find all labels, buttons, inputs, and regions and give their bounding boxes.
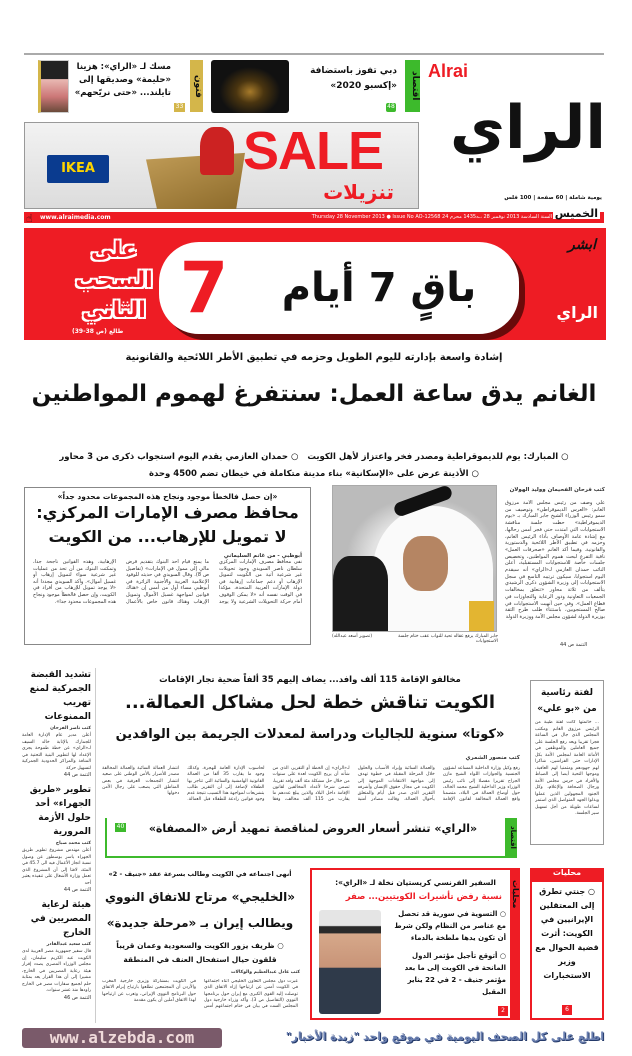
ikea-logo: IKEA xyxy=(47,155,109,183)
promo-main-text: باقٍ 7 أيام xyxy=(281,265,477,311)
left-story-byline: كتب ناصر الفرحان xyxy=(50,726,91,731)
uae-body: نفى محافظ مصرف الإمارات المركزي سلطان ناصر السويدي وجود تحويلات غير شرعية آتية من الكويت لتمويل الإرهاب أو دعم جماعات إرهابية في دولة الإمارات العربية المتحدة، مؤكدا في الوقت نفسه أنه «لا يمكن الوقوف أمام حركة التحويلات الشرعية ولا يوجد ما يمنع قيام أحد البنوك بتقديم قرض مالي إلى ممول في الإمارات» (تفاصيل ص 8). وقال السويدي في حديثه للوفود الإعلامية العربية والأجنبية الزائرة في أبوظبي مساء أول من أمس إن «هناك قوانين لمواجهة غسيل الأموال وتمويل الإرهاب وهناك قانون خاص بالأعمال الإرهابية، وهذه القوانين ناجحة جدا، وتمكنت البنوك من أن تحد من عمليات غير شرعية سواء لتمويل إرهاب أو غسيل أموال». وأكد السويدي مجددا أنه «لا يوجد تمويل للإرهاب من أفراد في الكويت، وإن حصل فالخطأ موجود ونجاح هذه المجموعات محدود جدا». xyxy=(33,559,302,605)
left-story[interactable] xyxy=(22,898,91,1001)
labor-byline: كتب منصور الشمري xyxy=(465,755,520,761)
teaser-page-badge: 48 xyxy=(387,103,395,110)
lead-kicker: إشادة واسعة بإدارته لليوم الطويل وحزمه في تطبيق الأطر اللائحية والقانونية xyxy=(125,352,503,363)
top-rule xyxy=(24,53,604,55)
left-story-headline: تطوير «طريق الجهراء» أحد حلول الأزمة المرورية xyxy=(29,785,91,837)
lead-bullet-row xyxy=(24,452,604,462)
left-story-ref: التتمة ص 44 xyxy=(63,772,91,778)
interview-point: ○ أتوقع تأجيل مؤتمر الدول المانحة في الكويت إلى ما بعد مؤتمر جنيف - 2 في 22 يناير المقبل xyxy=(404,952,506,996)
bullet-text: ظريف يزور الكويت والسعودية وعمان قريباً xyxy=(116,941,275,950)
teaser-photo-woman xyxy=(38,60,69,113)
gcc-bullet[interactable]: ○ ظريف يزور الكويت والسعودية وعمان قريباً xyxy=(116,941,284,950)
issue-dateline: Thursday 28 November 2013 ● Issue No AO-12568 السنة السادسة 2013 نوفمبر 28 ،ـه1435 محرم 24 xyxy=(311,214,552,220)
gcc-byline: كتب عادل عبدالعظيم والوكالات xyxy=(231,970,300,975)
ad-girl xyxy=(200,127,234,175)
left-story[interactable] xyxy=(22,783,91,893)
local-news-box[interactable] xyxy=(530,868,604,1020)
promo-days-left xyxy=(244,242,514,334)
teaser-dubai-expo[interactable]: دبي تفوز باستضافة «إكسبو 2020» xyxy=(310,66,397,91)
promo-alrai-logo: الراي xyxy=(556,303,598,322)
day-label: الخميس xyxy=(554,207,598,220)
left-column xyxy=(22,668,96,1023)
logo-latin: Alrai xyxy=(428,61,469,81)
economy-page-badge: 40 xyxy=(116,823,125,830)
left-story-byline: كتب سعيد عبدالقادر xyxy=(46,942,91,947)
logo-arabic: الراي xyxy=(450,93,606,163)
teaser-arts-story[interactable]: مسك لـ «الراي»: هزينا «حليمة» وصديقها إلى تايلند... «حتى نريّحهم» xyxy=(74,62,171,98)
box-body: ... خاتمتها كانت لفتة طيبة من الرئيس مرزوق الغانم ومكتب المجلس الذي جال في الساعة فجرا تقريبا وبعد رفع الجلسة على جميع العاملين والموظفين في الأمانة العامة لمجلس الأمة بكل الإدارات حتى الفراشين، شاكرا لهم جهودهم ومتمنيا لهم العافية، وموجها التحية أيضا إلى الضباط والأفراد في حرس مجلس الأمة ورجال الصحافة والإعلام، وكل الجنود المجهولين الذين عملوا وبذلوا الجهد المتواصل الذي استمر لساعات طويلة من أجل تسهيل سير الجلسة. xyxy=(535,720,599,816)
local-section-label: محليات xyxy=(552,868,582,877)
left-story-body: أعلن مهندس مشروع تطوير طريق الجهراء ياسر بوسطور عن وصول نسبة انجاز الأعمال فيه الى 45.7 في المئة، لافتا إلى أن المشروع الذي تعمل وزارة الأشغال على تنفيذه يعتبر أحد xyxy=(22,848,91,886)
promo-banner[interactable] xyxy=(24,228,606,340)
local-page-badge: 6 xyxy=(562,1005,572,1015)
uae-kicker: «إن حصل فالخطأ موجود ونجاح هذه المجموعات محدود جداً» xyxy=(57,492,278,501)
lead-photo-mubarak[interactable] xyxy=(332,485,497,632)
gcc-kicker: أنهى اجتماعه في الكويت وطالب بسرعة عقد «جنيف - 2» xyxy=(108,870,292,878)
local-headline: ○ جنتي تطرق إلى المعتقلين الإيرانيين في الكويت: أثرت قضية الحوال مع وزير الاستخبارات xyxy=(535,887,599,980)
lead-byline: كتب فرحان الفحيمان ووليد الهولان xyxy=(509,487,605,493)
ikea-sale-ad[interactable] xyxy=(24,122,419,209)
uae-headline-2: لا تمويل للإرهاب... من الكويت xyxy=(48,527,287,546)
left-story-ref: التتمة ص 46 xyxy=(63,994,91,1001)
gcc-headline-1[interactable]: «الخليجي» مرتاح للاتفاق النووي xyxy=(105,890,295,904)
promo-brand-logo: ابشر xyxy=(568,237,596,253)
headline-text: جنتي تطرق إلى المعتقلين الإيرانيين في الكويت: أثرت قضية الحوال مع وزير الاستخبارات xyxy=(535,887,599,980)
photo-caption: جابر المبارك يرفع عقاله تحية للنواب عقب ختام جلسة الاستجوابات xyxy=(398,634,498,644)
box-headline: لفتة رئاسية من «بو علي» xyxy=(537,688,597,714)
left-story-headline: تشديد القبضة الجمركية لمنع تهريب الممنوعات xyxy=(29,670,91,722)
left-story-body: أعلن مدير عام الإدارة العامة للجمارك بالإنابة خالد السيف لـ«الراي» عن خطة طموحة يجري الإعداد لها لتطوير البنية التحتية في المنافذ والمراكز الحدودية الجمركية لتسهيل حركة xyxy=(22,733,91,771)
presidential-gesture-box[interactable] xyxy=(530,680,604,845)
lead-bullet[interactable]: ○ المبارك: يوم للديموقراطية ومصدر فخر واعتزاز لأهل الكويت xyxy=(307,452,569,462)
gcc-body: عبرت دول مجلس التعاون الخليجي أثناء اجتماعها في الكويت أمس عن ارتياحها إزاء الاتفاق الذي توصلت إليه القوى الكبرى مع إيران حول برنامجها النووي (التفاصيل ص 3). وأكد وزراء خارجية دول المجلس الست في بيان في ختام اجتماعهم أمس في الكويت بمشاركة وزيري خارجية المغرب والأردن أن المجتمعين تطلعوا بارتياح إبرام الاتفاق حول البرنامج النووي الإيراني، وتعرب عن ارتياحها لهذا الاتفاق آملين أن يكون مقدمة xyxy=(102,979,298,1010)
left-story-headline: هيئة لرعاية المصريين في الخارج xyxy=(30,900,91,938)
lead-continued-ref[interactable]: التتمة ص 44 xyxy=(560,642,588,648)
interview-section-tab: محليات xyxy=(511,880,520,909)
gcc-bullet[interactable]: قلقون حيال استفحال العنف في المنطقة xyxy=(123,955,277,964)
interview-box[interactable] xyxy=(310,868,520,1020)
point-text: أتوقع تأجيل مؤتمر الدول المانحة في الكويت إلى ما بعد مؤتمر جنيف - 2 في 22 يناير المقبل xyxy=(404,952,506,996)
masthead-tagline: يومية شاملة | 60 صفحة | 100 فلس xyxy=(504,195,602,201)
interview-kicker: السفير الفرنسي كريستيان نخلة لـ «الراي»: xyxy=(335,878,496,887)
promo-number: 7 xyxy=(179,247,229,329)
cursor-hand-icon: ☝ xyxy=(26,212,33,225)
promo-second-draw: على السحب الثاني xyxy=(75,238,153,323)
teaser-image-tree[interactable] xyxy=(211,60,289,113)
labor-kicker: مخالفو الإقامة 115 ألف وافد... يضاف إليهم 35 ألفاً ضحية تجار الإقامات xyxy=(159,675,461,685)
interview-point: ○ التسوية في سورية قد تحصل مع عناصر من النظام ولكن شرط أن تكون يدها ملطخة بالدماء xyxy=(394,910,506,942)
uae-story-box[interactable] xyxy=(24,487,311,645)
footer-site-link[interactable]: www.alzebda.com xyxy=(22,1028,222,1048)
lead-body: على وصف من رئيس مجلس الأمة مرزوق الغانم: «العرس الديموقراطي» وتوصيف من سمو رئيس الوزراء الشيخ جابر المبارك بـ «يوم الديموقراطية» حطت جلسة مناقشة الاستجوابات التي امتدت حتى فجر أمس رحالها، مع إشادة عامة الأوصاف بأداء الرئيس الغانم، وحزمه في تطبيق الأطر اللائحية والدستورية والقانونية. وفيما أكد الغانم «صحرفات العمل» نافية التفرغ لبحث هموم المواطنين، وتخصيص جلسات خاصة للاستجوابات المستقبلية، أعلن النائب حمدان العازمي لـ«الراي» أنه سيقدم اليوم استجوابا، سيكون ترتيبه التاسع في سجل الاستجوابات إلى وزيرة الشؤون ذكرى الرشيدي يتألف من ثلاثة محاور «تتعلق بمخالفات الجمعيات التعاونية ودور الرعاية والتجاوزات في قطاع العمل». وفي حين أنهيت الاستجوابات في صالح المستجوبين، باستثناء طلب طرح الثقة بوزيرة الدولة لشؤون مجلس الأمة ووزيرة الدولة xyxy=(505,500,605,620)
lead-bullet[interactable]: ○ حمدان العازمي يقدم اليوم استجواب ذكرى من 3 محاور xyxy=(59,452,299,462)
ad-sale-text: SALE xyxy=(243,121,384,181)
bullet-text: المبارك: يوم للديموقراطية ومصدر فخر واعتزاز لأهل الكويت xyxy=(307,452,559,462)
dateline-bar xyxy=(24,207,604,223)
economy-box[interactable] xyxy=(105,818,517,858)
website-link[interactable]: www.alraimedia.com xyxy=(40,214,111,221)
teaser-section-tab-economy[interactable]: اقتصاد xyxy=(405,60,420,112)
photo-credit: (تصوير أسعد عبدالله) xyxy=(332,634,373,639)
promo-page-ref[interactable]: طالع (ص 38-39) xyxy=(72,328,124,335)
labor-headline-2[interactable]: «كوتا» سنوية للجاليات ودراسة لمعدلات الجريمة بين الوافدين xyxy=(115,727,505,742)
interview-headline: نسبة رفض تأشيرات الكويتيين... صفر xyxy=(345,892,502,902)
gcc-headline-2[interactable]: ويطالب إيران بـ «مرحلة جديدة» xyxy=(106,916,294,930)
teaser-section-tab-arts[interactable]: فنون xyxy=(190,60,203,112)
left-story-body: قال سفير جمهورية مصر العربية لدى الكويت عبد الكريم سليمان، إن مجلس الوزراء المصري يصدد إقرار هيئة رعاية المصريين في الخارج، مشيرا إلى أن هذا القرار يعد بمثابة حلم لجميع سفارات مصر في الخارج راودها منذ عشر سنوات. xyxy=(22,949,91,993)
left-story-byline: كتب محمد صباح xyxy=(55,841,91,846)
uae-headline-1: محافظ مصرف الإمارات المركزي: xyxy=(36,503,299,522)
ad-sale-arabic: تنزيلات xyxy=(323,180,394,204)
economy-headline: «الراي» تنشر أسعار العروض لمناقصة تمهيد أرض «المصفاة» xyxy=(148,822,478,835)
point-text: التسوية في سورية قد تحصل مع عناصر من النظام ولكن شرط أن تكون يدها ملطخة بالدماء xyxy=(394,910,506,942)
left-story-ref: التتمة ص 44 xyxy=(63,887,91,893)
interview-page-badge: 2 xyxy=(498,1006,508,1016)
labor-body: رفع وكيل وزارة الداخلية المساعد لشؤون الجنسية والجوازات اللواء الشيخ مازن الجراح تقريرا مفصلا إلى نائب رئيس الوزراء وزير الداخلية الشيخ محمد الخالد، حول أوضاع العمالة في البلاد، متضمنا واقع العمالة المخالفة لقانون الإقامة والعمالة السائبة وإيراد الأسباب والحلول خلال المرحلة المقبلة في خطوة تهدف إلى مواجهة الانتقادات الموجهة إلى الكويت في مجال حقوق الإنسان وأشرفه التقرير الذي صدر قبل أيام والمتعلق بأحوال العمالة. وقالت مصادر أمنية لـ«الراي» إن الخطة أو التقرير، الذي من شأنه أن يريح الكويت لعدة على سنوات من خلال حل مشكلة مئة ألف وافد تقريبا، تضمن شرحا لأعداد المخالفين لقانون الإقامة داخل البلاد والذين يبلغ عددهم ما يقارب من 115 ألف مخالف، وفقا لحاسوب الإدارة العامة للهجرة، وكذلك وجود ما يقارب 35 ألفا من العمالة القانونية الهامشية والسائبة التي تتاجر بها الطفلاء لإضافة إلى أن التقرير طالب بتشريعات لمواجهة هذا التسيب نتيجة عدم وجود قوانين رادعة للطفلاء قبل العمالة. انتشار العمالة السائبة والعمالة المخالفة مصدر للأضرار بالأمن الوطني على صعيد انتشار التجمعات العرقية في بعض المناطق التي يصعب على رجال الأمن دخولها xyxy=(102,766,520,803)
bullet-text: الأذينة عرض على «الإسكانية» بناء مدينة متكاملة في خيطان تضم 4500 وحدة xyxy=(149,469,469,479)
ambassador-photo xyxy=(319,910,381,1014)
economy-section-tab: اقتصاد xyxy=(505,818,517,856)
left-story[interactable] xyxy=(22,668,91,778)
uae-byline: أبوظبي - من غانم السليماني xyxy=(223,553,302,559)
lead-headline[interactable]: الغانم يدق ساعة العمل: سنتفرغ لهموم المواطنين xyxy=(31,381,597,407)
bullet-text: حمدان العازمي يقدم اليوم استجواب ذكرى من 3 محاور xyxy=(59,452,289,462)
teaser-page-badge: 33 xyxy=(175,103,184,110)
footer-slogan[interactable]: اطلع على كل الصحف اليومية في موقع واحد "زبدة الأخبار" xyxy=(285,1030,604,1043)
labor-headline-1[interactable]: الكويت تناقش خطة لحل مشاكل العمالة... xyxy=(124,692,495,713)
lead-bullet[interactable]: ○ الأذينة عرض على «الإسكانية» بناء مدينة متكاملة في خيطان تضم 4500 وحدة xyxy=(149,469,479,479)
masthead-logo[interactable] xyxy=(428,58,606,208)
